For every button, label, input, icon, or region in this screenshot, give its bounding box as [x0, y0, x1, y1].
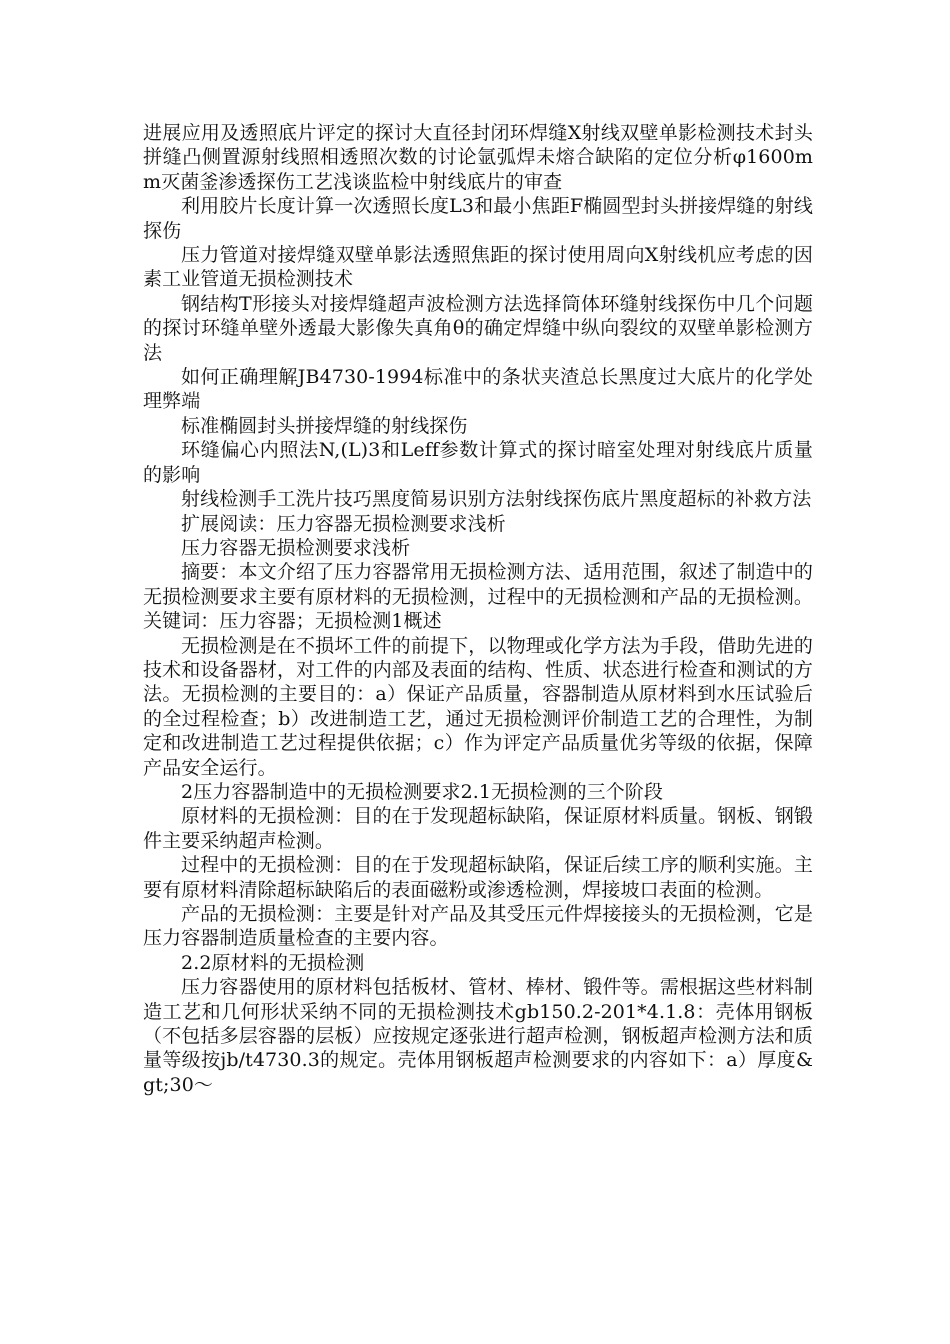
section-heading: 扩展阅读：压力容器无损检测要求浅析	[181, 512, 506, 535]
paragraph: 无损检测是在不损坏工件的前提下，以物理或化学方法为手段，借助先进的技术和设备器材，对工件的内部及表面的结构、性质、状态进行检查和测试的方法。无损检测的主要目的：a）保证产品质量，容器制造从原材料到水压试验后的全过程检查；b）改进制造工艺，通过无损检测评价制造工艺的合理性，为制定和改进制造工艺过程提供依据；c）作为评定产品质量优劣等级的依据，保障产品安全运行。	[143, 634, 813, 779]
paragraph: 原材料的无损检测：目的在于发现超标缺陷，保证原材料质量。钢板、钢锻件主要采纳超声检测。	[143, 805, 813, 852]
paragraph: 过程中的无损检测：目的在于发现超标缺陷，保证后续工序的顺利实施。主要有原材料清除超标缺陷后的表面磁粉或渗透检测，焊接坡口表面的检测。	[143, 854, 813, 901]
paragraph: 压力管道对接焊缝双壁单影法透照焦距的探讨使用周向X射线机应考虑的因素工业管道无损检测技术	[143, 244, 813, 291]
document-body	[143, 121, 813, 1097]
paragraph: 进展应用及透照底片评定的探讨大直径封闭环焊缝X射线双壁单影检测技术封头拼缝凸侧置源射线照相透照次数的讨论氩弧焊未熔合缺陷的定位分析φ1600mm灭菌釜渗透探伤工艺浅谈监检中射线底片的审查	[143, 122, 813, 193]
paragraph: 压力容器使用的原材料包括板材、管材、棒材、锻件等。需根据这些材料制造工艺和几何形状采纳不同的无损检测技术gb150.2-201*4.1.8：壳体用钢板（不包括多层容器的层板）应按规定逐张进行超声检测，钢板超声检测方法和质量等级按jb/t4730.3的规定。壳体用钢板超声检测要求的内容如下：a）厚度&gt;30～	[143, 976, 813, 1096]
paragraph: 环缝偏心内照法N,(L)3和Leff参数计算式的探讨暗室处理对射线底片质量的影响	[143, 439, 813, 486]
paragraph: 如何正确理解JB4730-1994标准中的条状夹渣总长黑度过大底片的化学处理弊端	[143, 366, 813, 413]
paragraph: 射线检测手工洗片技巧黑度简易识别方法射线探伤底片黑度超标的补救方法	[181, 488, 812, 511]
paragraph: 产品的无损检测：主要是针对产品及其受压元件焊接接头的无损检测，它是压力容器制造质量检查的主要内容。	[143, 903, 813, 950]
abstract-paragraph: 摘要：本文介绍了压力容器常用无损检测方法、适用范围，叙述了制造中的无损检测要求主要有原材料的无损检测，过程中的无损检测和产品的无损检测。关键词：压力容器；无损检测1概述	[143, 561, 813, 633]
paragraph: 钢结构T形接头对接焊缝超声波检测方法选择筒体环缝射线探伤中几个问题的探讨环缝单壁外透最大影像失真角θ的确定焊缝中纵向裂纹的双壁单影检测方法	[143, 292, 813, 364]
paragraph: 标准椭圆封头拼接焊缝的射线探伤	[181, 414, 468, 437]
paragraph: 利用胶片长度计算一次透照长度L3和最小焦距F椭圆型封头拼接焊缝的射线探伤	[143, 195, 813, 242]
section-heading: 2压力容器制造中的无损检测要求2.1无损检测的三个阶段	[181, 780, 664, 803]
article-title: 压力容器无损检测要求浅析	[181, 536, 411, 559]
section-heading: 2.2原材料的无损检测	[181, 951, 365, 974]
